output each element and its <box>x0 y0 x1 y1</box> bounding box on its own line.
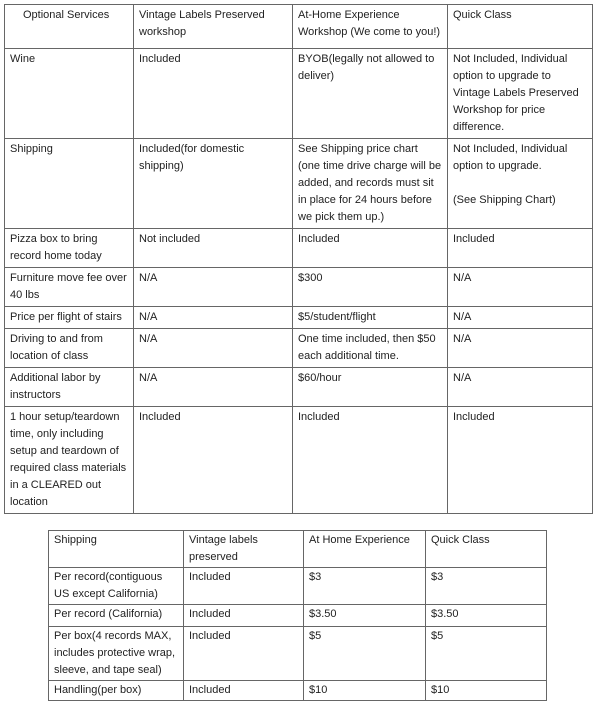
row-label: Handling(per box) <box>49 681 184 701</box>
table-cell: N/A <box>448 268 593 307</box>
table-cell: One time included, then $50 each additional time. <box>293 329 448 368</box>
optional-services-table <box>4 4 593 514</box>
column-header: Quick Class <box>426 531 547 568</box>
table-cell: $5 <box>304 627 426 681</box>
row-label: Per box(4 records MAX, includes protective wrap, sleeve, and tape seal) <box>49 627 184 681</box>
table-cell: Included(for domestic shipping) <box>134 139 293 229</box>
table-header-row <box>5 5 593 49</box>
table-row <box>5 407 593 514</box>
table-cell: $3 <box>304 568 426 605</box>
table-cell: N/A <box>134 307 293 329</box>
shipping-table-body <box>49 531 547 701</box>
table-cell: $3.50 <box>426 605 547 627</box>
row-label: Price per flight of stairs <box>5 307 134 329</box>
table-row <box>5 229 593 268</box>
row-label: Furniture move fee over 40 lbs <box>5 268 134 307</box>
table-cell: $3 <box>426 568 547 605</box>
table-row <box>5 329 593 368</box>
table-cell: Included <box>184 568 304 605</box>
table-cell: BYOB(legally not allowed to deliver) <box>293 49 448 139</box>
row-label: Pizza box to bring record home today <box>5 229 134 268</box>
column-header: At Home Experience <box>304 531 426 568</box>
table-cell: Not Included, Individual option to upgrade to Vintage Labels Preserved Workshop for price difference. <box>448 49 593 139</box>
table-row <box>49 627 547 681</box>
table-cell: Included <box>134 407 293 514</box>
row-label: Shipping <box>5 139 134 229</box>
table-cell: Not included <box>134 229 293 268</box>
table-row <box>5 307 593 329</box>
table-cell: N/A <box>134 268 293 307</box>
row-label: Driving to and from location of class <box>5 329 134 368</box>
table-cell: Included <box>293 229 448 268</box>
table-cell: Included <box>134 49 293 139</box>
row-label: 1 hour setup/teardown time, only including setup and teardown of required class materials in a CLEARED out location <box>5 407 134 514</box>
table-row <box>49 681 547 701</box>
column-header: At-Home Experience Workshop (We come to you!) <box>293 5 448 49</box>
column-header: Shipping <box>49 531 184 568</box>
table-cell: N/A <box>448 307 593 329</box>
row-label: Per record (California) <box>49 605 184 627</box>
shipping-price-table <box>48 530 547 701</box>
table-cell: $60/hour <box>293 368 448 407</box>
table-row <box>5 49 593 139</box>
table-cell: $5/student/flight <box>293 307 448 329</box>
column-header: Optional Services <box>5 5 134 49</box>
table-cell: Included <box>293 407 448 514</box>
table-cell: Included <box>448 229 593 268</box>
column-header: Quick Class <box>448 5 593 49</box>
table-cell: $3.50 <box>304 605 426 627</box>
table-cell: $10 <box>304 681 426 701</box>
table-row <box>5 139 593 229</box>
table-cell: N/A <box>134 368 293 407</box>
services-table-body <box>5 5 593 514</box>
table-header-row <box>49 531 547 568</box>
table-row <box>5 268 593 307</box>
row-label: Wine <box>5 49 134 139</box>
table-row <box>5 368 593 407</box>
table-cell: Included <box>448 407 593 514</box>
table-row <box>49 568 547 605</box>
table-cell: Included <box>184 605 304 627</box>
table-cell: Included <box>184 627 304 681</box>
table-cell: $300 <box>293 268 448 307</box>
table-cell: Not Included, Individual option to upgrade. (See Shipping Chart) <box>448 139 593 229</box>
table-cell: N/A <box>448 329 593 368</box>
row-label: Per record(contiguous US except California) <box>49 568 184 605</box>
table-row <box>49 605 547 627</box>
table-cell: $5 <box>426 627 547 681</box>
column-header: Vintage Labels Preserved workshop <box>134 5 293 49</box>
table-cell: N/A <box>448 368 593 407</box>
row-label: Additional labor by instructors <box>5 368 134 407</box>
table-cell: Included <box>184 681 304 701</box>
table-cell: See Shipping price chart (one time drive charge will be added, and records must sit in place for 24 hours before we pick them up.) <box>293 139 448 229</box>
table-cell: $10 <box>426 681 547 701</box>
column-header: Vintage labels preserved <box>184 531 304 568</box>
table-cell: N/A <box>134 329 293 368</box>
